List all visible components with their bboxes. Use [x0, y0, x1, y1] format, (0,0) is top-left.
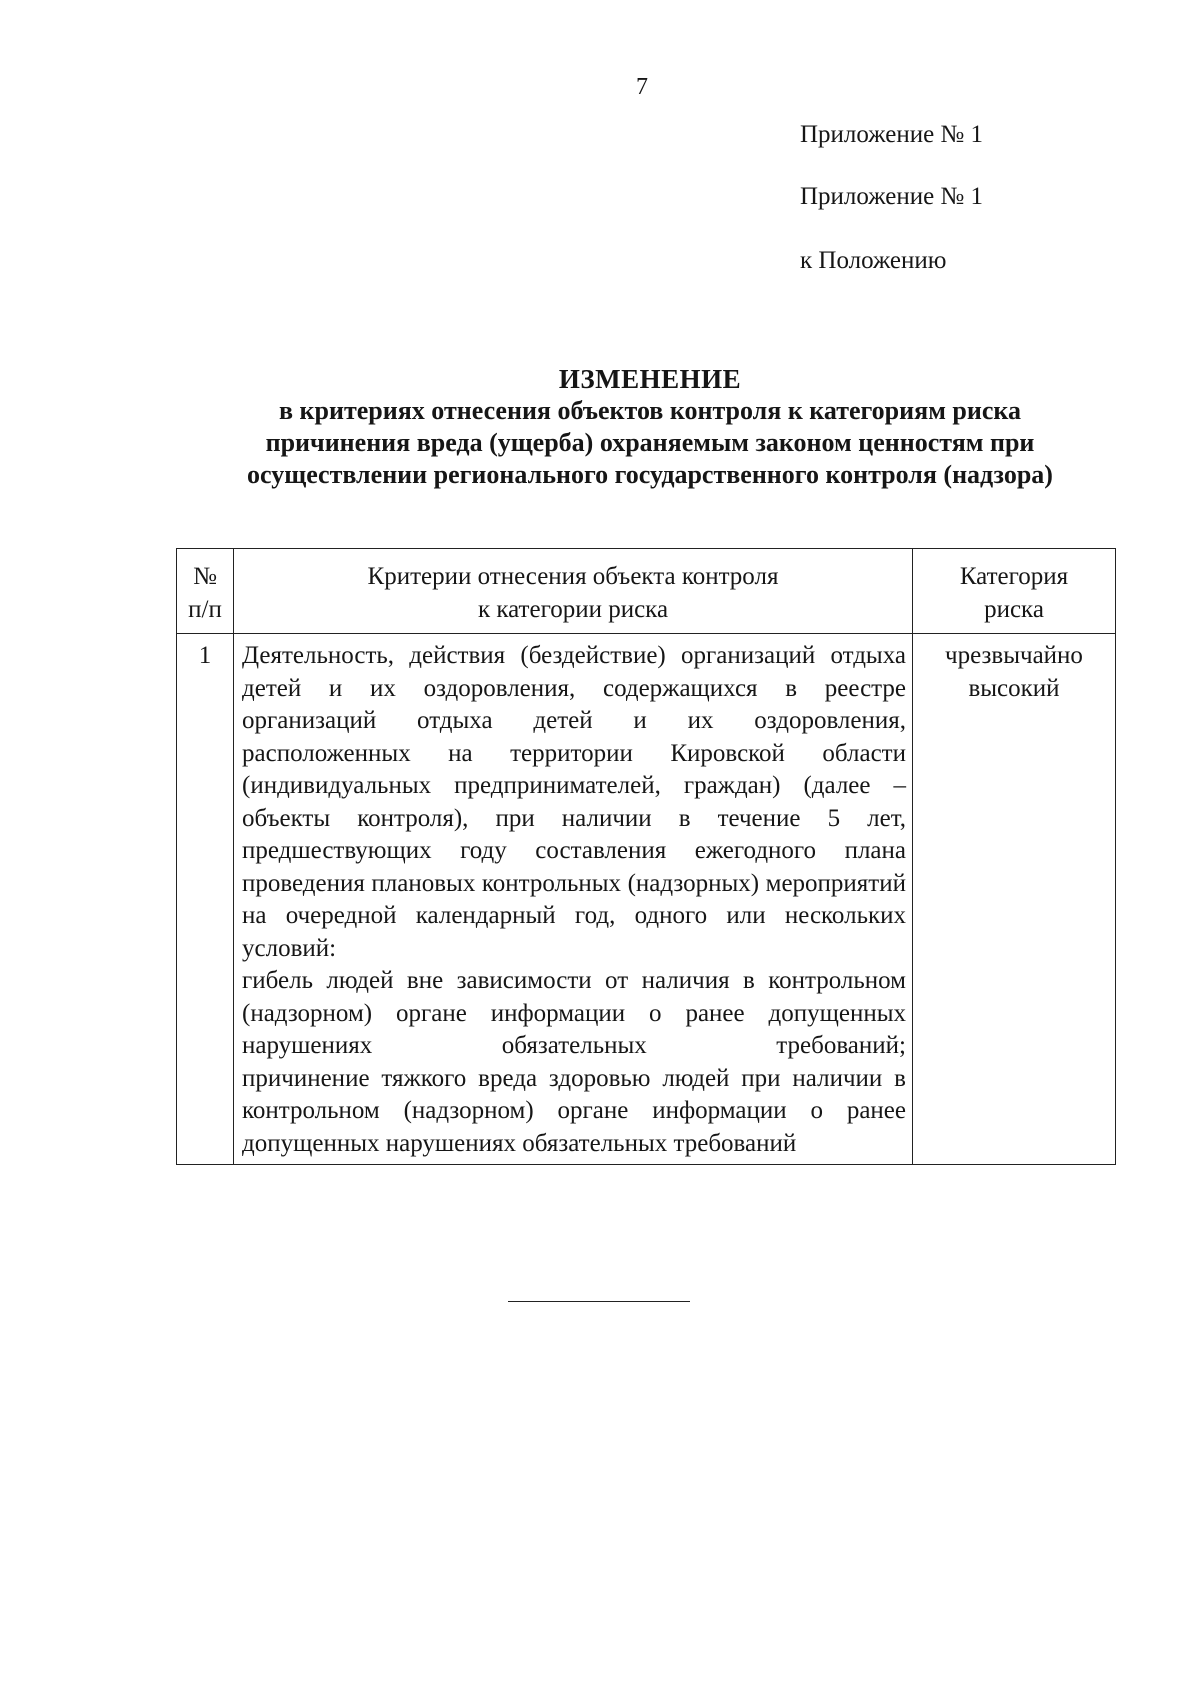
row-category: чрезвычайно высокий — [913, 634, 1116, 1165]
criteria-paragraph: Деятельность, действия (бездействие) организаций отдыха детей и их оздоровления, содержащихся в реестре организаций отдыха детей и их оздоровления, расположенных на территории Кировской области (индивидуальных предпринимателей, граждан) (далее – объекты контроля), при наличии в течение 5 лет, предшествующих году составления ежегодного плана проведения плановых контрольных (надзорных) мероприятий на очередной календарный год, одного или нескольких условий: — [242, 642, 906, 962]
criteria-paragraph: причинение тяжкого вреда здоровью людей при наличии в контрольном (надзорном) органе информации о ранее допущенных нарушениях обязательных требований — [242, 1064, 906, 1157]
header-criteria — [234, 549, 913, 634]
title-line-3: осуществлении регионального государственного контроля (надзора) — [247, 460, 1053, 489]
header-number-line-1: № — [193, 563, 217, 590]
risk-criteria-table — [176, 548, 1116, 1165]
document-title — [150, 363, 1150, 491]
row-criteria — [234, 634, 913, 1165]
header-criteria-line-1: Критерии отнесения объекта контроля — [367, 563, 779, 590]
criteria-paragraph: гибель людей вне зависимости от наличия в контрольном (надзорном) органе информации о ранее допущенных нарушениях обязательных требований; — [242, 967, 906, 1059]
table-header-row — [177, 549, 1116, 634]
header-criteria-line-2: к категории риска — [477, 595, 669, 623]
page-number: 7 — [636, 74, 648, 100]
header-category — [913, 549, 1116, 634]
row-number: 1 — [177, 634, 234, 1165]
header-category-line-2: риска — [984, 595, 1044, 623]
appendix-regulation-ref: к Положению — [800, 247, 947, 274]
header-category-line-1: Категория — [959, 563, 1069, 590]
header-number — [177, 549, 234, 634]
end-divider — [508, 1301, 690, 1302]
title-heading: ИЗМЕНЕНИЕ — [558, 364, 742, 394]
title-line-1: в критериях отнесения объектов контроля к категориям риска — [279, 396, 1021, 425]
appendix-label: Приложение № 1 — [800, 121, 984, 148]
title-line-2: причинения вреда (ущерба) охраняемым законом ценностям при — [265, 428, 1035, 457]
appendix-label-repeat: Приложение № 1 — [800, 183, 984, 210]
header-number-line-2: п/п — [188, 595, 222, 623]
table-row — [177, 634, 1116, 1165]
